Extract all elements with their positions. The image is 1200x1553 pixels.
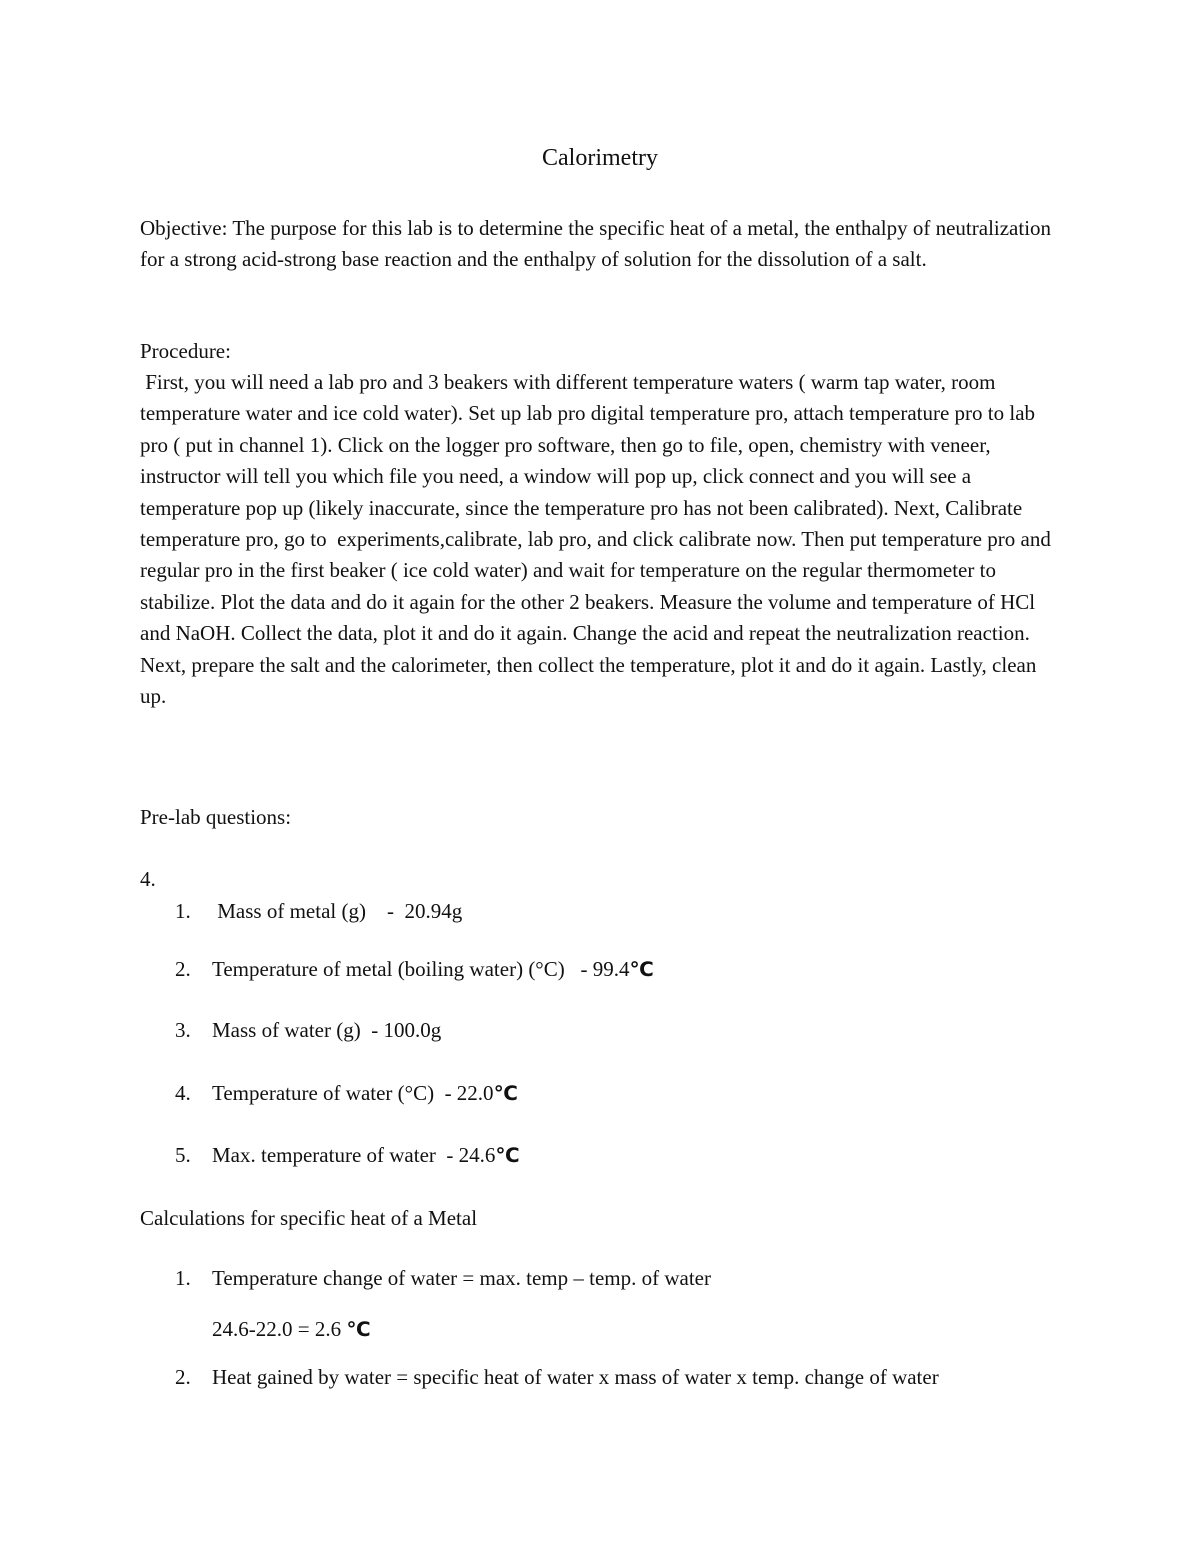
list-item-text: Temperature of metal (boiling water) (°C) - 99.4 [212, 957, 630, 981]
calculation-result [212, 1314, 371, 1346]
list-item-text: Heat gained by water = specific heat of water x mass of water x temp. change of water [212, 1365, 939, 1389]
list-item-text: Mass of metal (g) - 20.94g [212, 899, 463, 923]
degree-celsius-symbol: ℃ [346, 1319, 371, 1341]
list-item-text: Max. temperature of water - 24.6 [212, 1143, 496, 1167]
degree-celsius-symbol: ℃ [495, 1145, 520, 1167]
list-item-number: 5. [175, 1143, 191, 1167]
list-item-content [212, 1078, 518, 1110]
list-item-text: Temperature change of water = max. temp – temp. of water [212, 1266, 711, 1290]
list-item-number: 1. [175, 1266, 191, 1290]
question-number: 4. [140, 867, 156, 891]
degree-celsius-symbol: ℃ [493, 1083, 518, 1105]
list-item-number: 4. [175, 1081, 191, 1105]
list-item-text: Temperature of water (°C) - 22.0 [212, 1081, 494, 1105]
degree-celsius-symbol: ℃ [629, 959, 654, 981]
calculation-text: 24.6-22.0 = 2.6 [212, 1317, 347, 1341]
prelab-label: Pre-lab questions: [140, 805, 292, 829]
list-item-number: 2. [175, 957, 191, 981]
list-item-number: 3. [175, 1018, 191, 1042]
list-item-content [212, 954, 654, 986]
procedure-label: Procedure: [140, 339, 231, 363]
list-item-number: 2. [175, 1365, 191, 1389]
calculations-heading: Calculations for specific heat of a Metal [140, 1206, 478, 1230]
document-title: Calorimetry [542, 145, 658, 171]
list-item-number: 1. [175, 899, 191, 923]
objective-paragraph: Objective: The purpose for this lab is to determine the specific heat of a metal, the enthalpy of neutralization for a strong acid-strong base reaction and the enthalpy of solution for the dissolution of a salt. [140, 216, 1052, 272]
procedure-paragraph: First, you will need a lab pro and 3 beakers with different temperature waters ( warm tap water, room temperature water and ice cold water). Set up lab pro digital temperature pro, attach temperature pro to lab pro ( put in channel 1). Click on the logger pro software, then go to file, open, chemistry with veneer, instructor will tell you which file you need, a window will pop up, click connect and you will see a temperature pop up (likely inaccurate, since the temperature pro has not been calibrated). Next, Calibrate temperature pro, go to experiments,calibrate, lab pro, and click calibrate now. Then put temperature pro and regular pro in the first beaker ( ice cold water) and wait for temperature on the regular thermometer to stabilize. Plot the data and do it again for the other 2 beakers. Measure the volume and temperature of HCl and NaOH. Collect the data, plot it and do it again. Change the acid and repeat the neutralization reaction. Next, prepare the salt and the calorimeter, then collect the temperature, plot it and do it again. Lastly, clean up. [140, 370, 1057, 709]
list-item-text: Mass of water (g) - 100.0g [212, 1018, 442, 1042]
list-item-content [212, 1140, 520, 1172]
